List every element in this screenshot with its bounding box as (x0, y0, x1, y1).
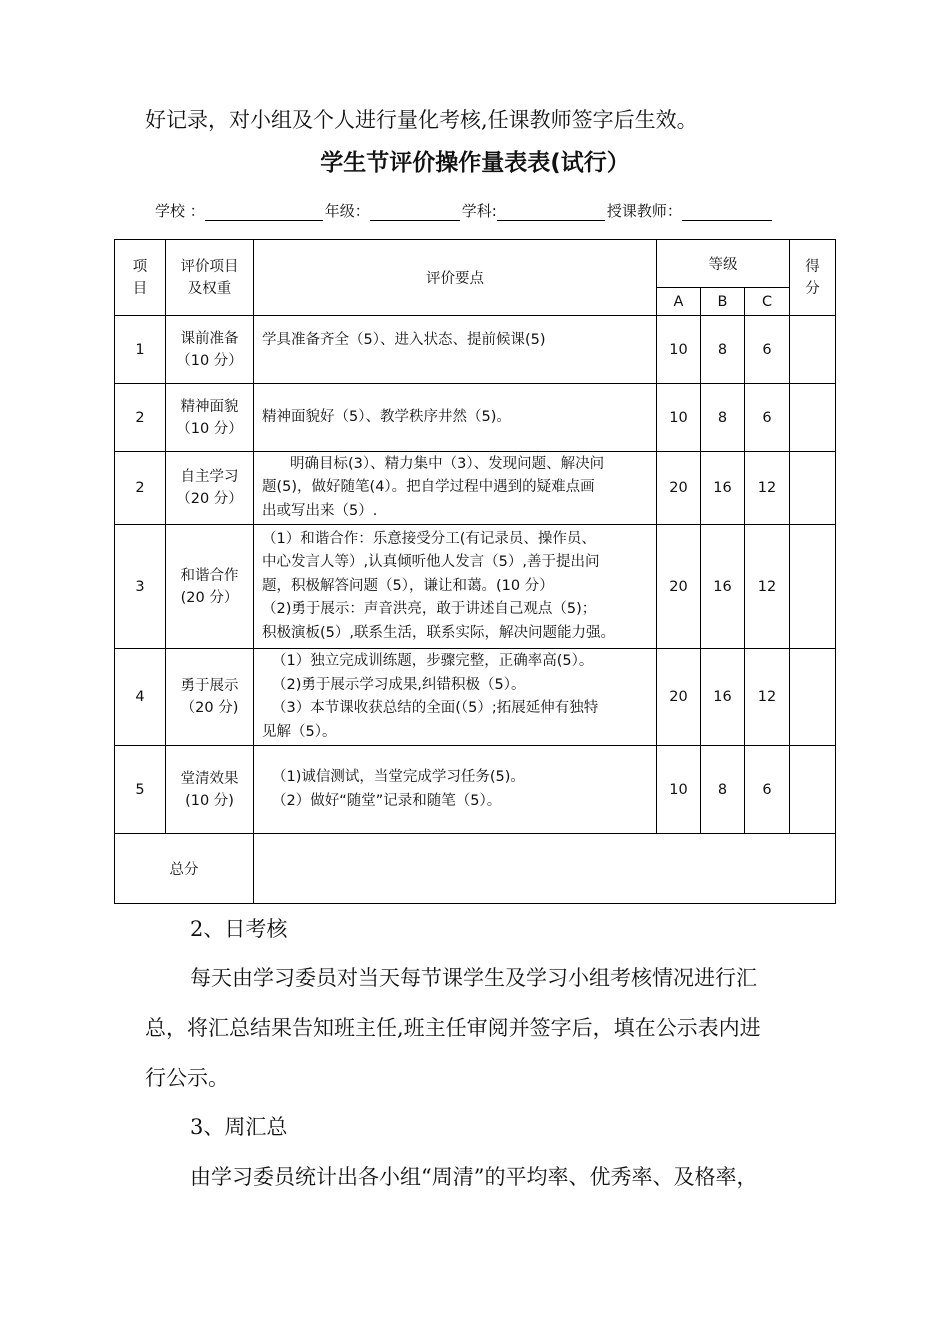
total-value-cell[interactable] (254, 834, 836, 904)
row-number: 5 (115, 746, 166, 834)
row-score-b: 8 (701, 316, 745, 384)
header-grade: 等级 (657, 240, 790, 288)
row-score-c: 12 (745, 452, 790, 525)
subject-label: 学科: (461, 202, 497, 220)
header-points: 评价要点 (254, 240, 657, 316)
section-body-line: 行公示。 (145, 1066, 229, 1090)
row-number: 1 (115, 316, 166, 384)
row-project: 课前准备 （10 分） (166, 316, 254, 384)
row-points: 明确目标(3）、精力集中（3）、发现问题、解决问 题(5)，做好随笔(4）。把自学过程中遇到的疑难点画 出或写出来（5）. (254, 452, 657, 525)
intro-line: 好记录，对小组及个人进行量化考核,任课教师签字后生效。 (145, 108, 698, 132)
header-project: 评价项目 及权重 (166, 240, 254, 316)
school-label: 学校 ： (155, 202, 205, 220)
row-score-b: 16 (701, 525, 745, 649)
section-body-line: 总，将汇总结果告知班主任,班主任审阅并签字后，填在公示表内进 (145, 1016, 761, 1040)
form-info-line (155, 200, 774, 221)
row-score-cell[interactable] (790, 525, 836, 649)
row-score-c: 12 (745, 649, 790, 746)
section-heading-weekly: 3、周汇总 (190, 1115, 288, 1139)
row-project: 自主学习 （20 分） (166, 452, 254, 525)
row-score-b: 8 (701, 384, 745, 452)
teacher-field[interactable] (682, 204, 772, 221)
row-score-a: 10 (657, 384, 701, 452)
section-body-line: 由学习委员统计出各小组“周清”的平均率、优秀率、及格率， (190, 1165, 758, 1189)
row-points: （1)诚信测试，当堂完成学习任务(5)。 （2）做好“随堂”记录和随笔（5）。 (254, 746, 657, 834)
level-a: A (657, 288, 701, 316)
section-body-line: 每天由学习委员对当天每节课学生及学习小组考核情况进行汇 (190, 966, 757, 990)
row-score-cell[interactable] (790, 649, 836, 746)
row-score-cell[interactable] (790, 384, 836, 452)
level-c: C (745, 288, 790, 316)
table-row (115, 746, 836, 834)
row-score-b: 16 (701, 452, 745, 525)
page-title: 学生节评价操作量表表(试行） (320, 150, 630, 176)
table-row (115, 525, 836, 649)
grade-label: 年级： (324, 202, 370, 220)
table-row (115, 316, 836, 384)
row-score-a: 20 (657, 525, 701, 649)
row-score-c: 6 (745, 746, 790, 834)
header-score: 得 分 (790, 240, 836, 316)
row-points: 精神面貌好（5）、教学秩序井然（5)。 (254, 384, 657, 452)
row-score-b: 8 (701, 746, 745, 834)
row-number: 3 (115, 525, 166, 649)
level-b: B (701, 288, 745, 316)
row-points: （1）独立完成训练题，步骤完整，正确率高(5）。 （2)勇于展示学习成果,纠错积极（5）。 （3）本节课收获总结的全面(（5）;拓展延伸有独特 见解（5）。 (254, 649, 657, 746)
table-header-row (115, 240, 836, 288)
row-score-c: 6 (745, 316, 790, 384)
row-project: 堂清效果 (10 分) (166, 746, 254, 834)
row-score-cell[interactable] (790, 316, 836, 384)
row-number: 4 (115, 649, 166, 746)
row-score-b: 16 (701, 649, 745, 746)
row-score-cell[interactable] (790, 746, 836, 834)
section-heading-daily: 2、日考核 (190, 917, 288, 941)
row-score-c: 12 (745, 525, 790, 649)
total-label: 总分 (115, 834, 254, 904)
row-project: 勇于展示 （20 分) (166, 649, 254, 746)
school-field[interactable] (205, 204, 323, 221)
table-row (115, 649, 836, 746)
header-item: 项 目 (115, 240, 166, 316)
row-points: 学具准备齐全（5）、进入状态、提前候课(5) (254, 316, 657, 384)
row-number: 2 (115, 452, 166, 525)
row-points: （1）和谐合作：乐意接受分工(有记录员、操作员、 中心发言人等）,认真倾听他人发言（5）,善于提出问 题，积极解答问题（5），谦让和蔼。(10 分） （2)勇于展示：声音洪亮，敢于讲述自己观点（5)； 积极演板(5）,联系生活，联系实际，解决问题能力强。 (254, 525, 657, 649)
row-project: 和谐合作 (20 分） (166, 525, 254, 649)
row-score-cell[interactable] (790, 452, 836, 525)
row-score-a: 10 (657, 746, 701, 834)
row-project: 精神面貌 （10 分） (166, 384, 254, 452)
table-row (115, 384, 836, 452)
total-row (115, 834, 836, 904)
teacher-label: 授课教师： (606, 202, 682, 220)
subject-field[interactable] (497, 204, 605, 221)
row-score-c: 6 (745, 384, 790, 452)
row-score-a: 20 (657, 452, 701, 525)
evaluation-table (114, 239, 836, 904)
row-score-a: 10 (657, 316, 701, 384)
row-score-a: 20 (657, 649, 701, 746)
table-row (115, 452, 836, 525)
row-number: 2 (115, 384, 166, 452)
grade-field[interactable] (370, 204, 460, 221)
